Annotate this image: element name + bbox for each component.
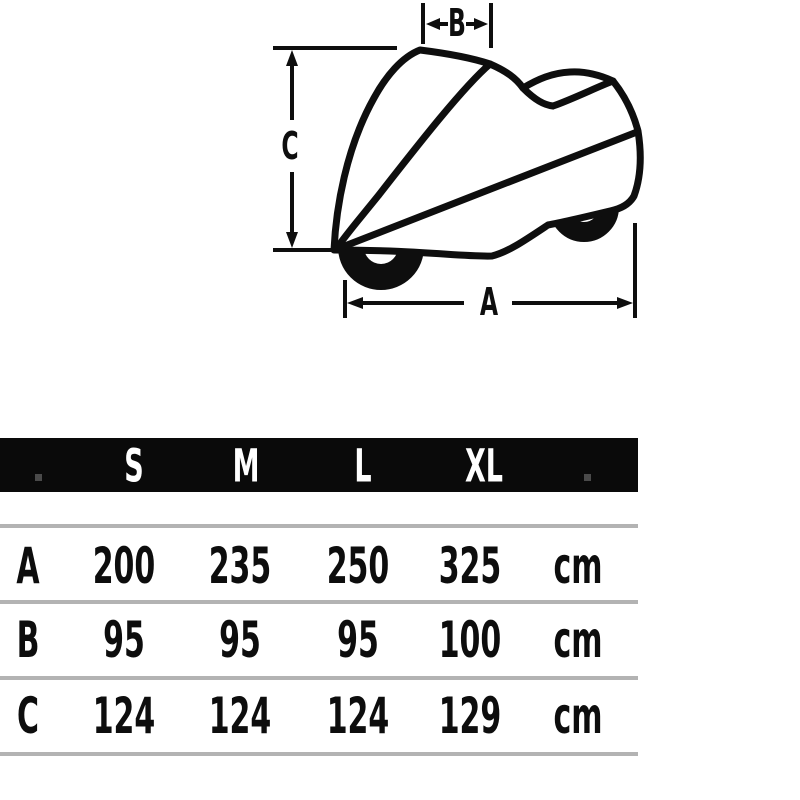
- dimension-label-b: B: [448, 2, 466, 46]
- separator-line: [0, 752, 638, 756]
- value-m: 124: [208, 687, 272, 745]
- dimension-a-left-arrowhead: [347, 297, 363, 309]
- dimension-b-right-arrowhead: [474, 18, 488, 30]
- separator-line: [0, 600, 638, 604]
- value-s: 95: [103, 611, 145, 669]
- unit-label: cm: [553, 611, 603, 669]
- dimension-c-down-arrowhead: [286, 232, 298, 248]
- value-m: 235: [208, 537, 272, 595]
- size-header-xl: XL: [464, 439, 504, 493]
- value-l: 124: [326, 687, 390, 745]
- header-dot-right: [584, 474, 591, 481]
- dimension-label-c: C: [281, 125, 299, 169]
- header-dot-left: [35, 474, 42, 481]
- unit-label: cm: [553, 537, 603, 595]
- value-m: 95: [219, 611, 261, 669]
- unit-label: cm: [553, 687, 603, 745]
- row-label: C: [16, 687, 40, 745]
- value-xl: 325: [438, 537, 502, 595]
- row-label: A: [16, 537, 40, 595]
- size-header-m: M: [232, 439, 260, 493]
- value-l: 95: [337, 611, 379, 669]
- value-s: 124: [92, 687, 156, 745]
- size-header-s: S: [124, 439, 144, 493]
- value-xl: 129: [438, 687, 502, 745]
- size-table-header: [0, 438, 638, 492]
- dimension-a-right-arrowhead: [617, 297, 633, 309]
- value-s: 200: [92, 537, 156, 595]
- dimension-label-a: A: [479, 281, 499, 325]
- value-xl: 100: [438, 611, 502, 669]
- value-l: 250: [326, 537, 390, 595]
- dimension-b-left-arrowhead: [426, 18, 440, 30]
- separator-line: [0, 524, 638, 528]
- size-header-l: L: [354, 439, 372, 493]
- separator-line: [0, 676, 638, 680]
- row-label: B: [16, 611, 40, 669]
- dimension-c-up-arrowhead: [286, 50, 298, 66]
